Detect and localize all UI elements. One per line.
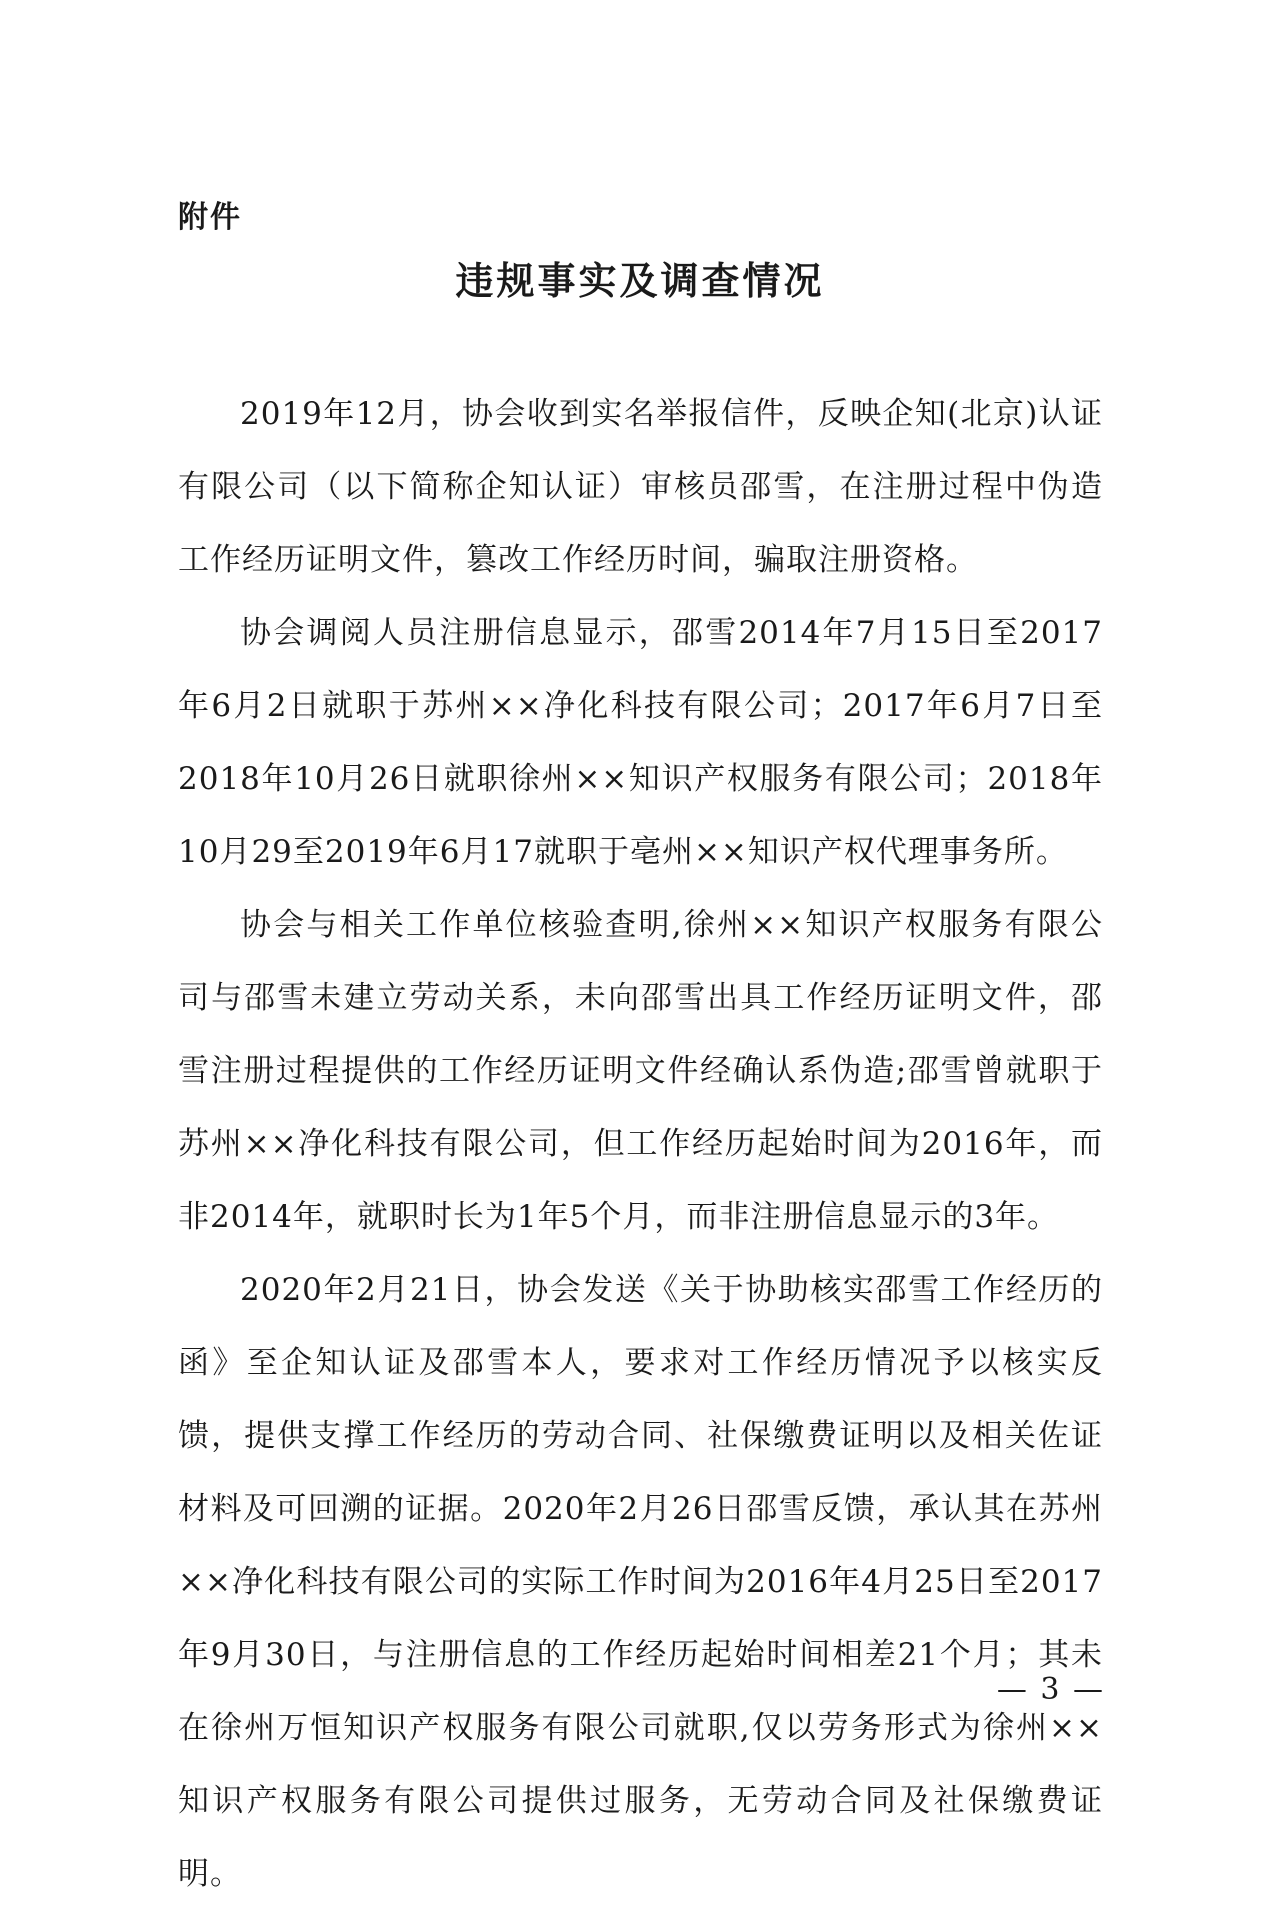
paragraph-inquiry-letter: 2020年2月21日，协会发送《关于协助核实邵雪工作经历的函》至企知认证及邵雪本人，要求对工作经历情况予以核实反馈，提供支撑工作经历的劳动合同、社保缴费证明以及相关佐证材料及可回溯的证据。2020年2月26日邵雪反馈，承认其在苏州××净化科技有限公司的实际工作时间为2016年4月25日至2017年9月30日，与注册信息的工作经历起始时间相差21个月；其未在徐州万恒知识产权服务有限公司就职,仅以劳务形式为徐州××知识产权服务有限公司提供过服务，无劳动合同及社保缴费证明。 [178, 1272, 1103, 1892]
paragraph-report: 2019年12月，协会收到实名举报信件，反映企知(北京)认证有限公司（以下简称企知认证）审核员邵雪，在注册过程中伪造工作经历证明文件，篡改工作经历时间，骗取注册资格。 [178, 396, 1103, 578]
paragraph-verification: 协会与相关工作单位核验查明,徐州××知识产权服务有限公司与邵雪未建立劳动关系，未向邵雪出具工作经历证明文件，邵雪注册过程提供的工作经历证明文件经确认系伪造;邵雪曾就职于苏州××净化科技有限公司，但工作经历起始时间为2016年，而非2014年，就职时长为1年5个月，而非注册信息显示的3年。 [178, 907, 1103, 1235]
page-number: — 3 — [996, 1672, 1105, 1707]
document-title: 违规事实及调查情况 [455, 259, 825, 303]
document-body [178, 378, 1103, 1911]
paragraph-registration-info: 协会调阅人员注册信息显示，邵雪2014年7月15日至2017年6月2日就职于苏州××净化科技有限公司；2017年6月7日至2018年10月26日就职徐州××知识产权服务有限公司；2018年10月29至2019年6月17就职于亳州××知识产权代理事务所。 [178, 615, 1103, 870]
attachment-label: 附件 [178, 200, 242, 235]
